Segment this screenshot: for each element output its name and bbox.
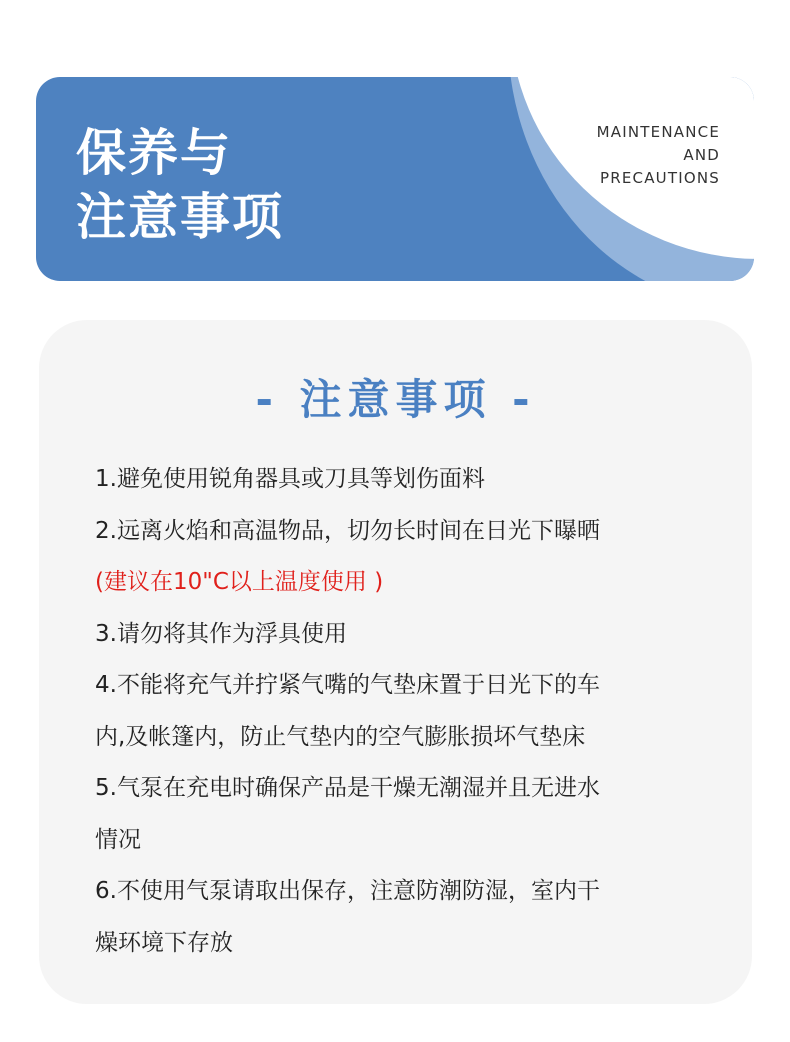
banner-subtitle-line3: PRECAUTIONS — [600, 169, 720, 187]
precaution-line: 1.避免使用锐角器具或刀具等划伤面料 — [95, 466, 485, 492]
banner-subtitle — [597, 121, 720, 190]
precaution-line: 2.远离火焰和高温物品，切勿长时间在日光下曝晒 — [95, 517, 600, 544]
precaution-line: 情况 — [95, 826, 141, 853]
header-banner — [36, 77, 754, 281]
precaution-line: 4.不能将充气并拧紧气嘴的气垫床置于日光下的车 — [95, 672, 600, 698]
precautions-card — [39, 320, 752, 1004]
banner-title-line1: 保养与 — [76, 124, 232, 182]
precaution-line: 5.气泵在充电时确保产品是干燥无潮湿并且无进水 — [95, 775, 600, 801]
precaution-line: 内,及帐篷内，防止气垫内的空气膨胀损坏气垫床 — [95, 723, 586, 750]
precautions-list — [95, 454, 725, 969]
precaution-line: 6.不使用气泵请取出保存，注意防潮防湿，室内干 — [95, 878, 600, 904]
temperature-note: (建议在10"C以上温度使用 ) — [95, 569, 384, 595]
precaution-line: 燥环境下存放 — [95, 929, 233, 956]
banner-subtitle-line1: MAINTENANCE — [596, 123, 720, 141]
card-heading: - 注意事项 - — [255, 375, 536, 424]
banner-title-line2: 注意事项 — [76, 188, 284, 246]
banner-subtitle-line2: AND — [683, 146, 720, 164]
precaution-line: 3.请勿将其作为浮具使用 — [95, 620, 347, 647]
banner-title — [76, 121, 284, 249]
